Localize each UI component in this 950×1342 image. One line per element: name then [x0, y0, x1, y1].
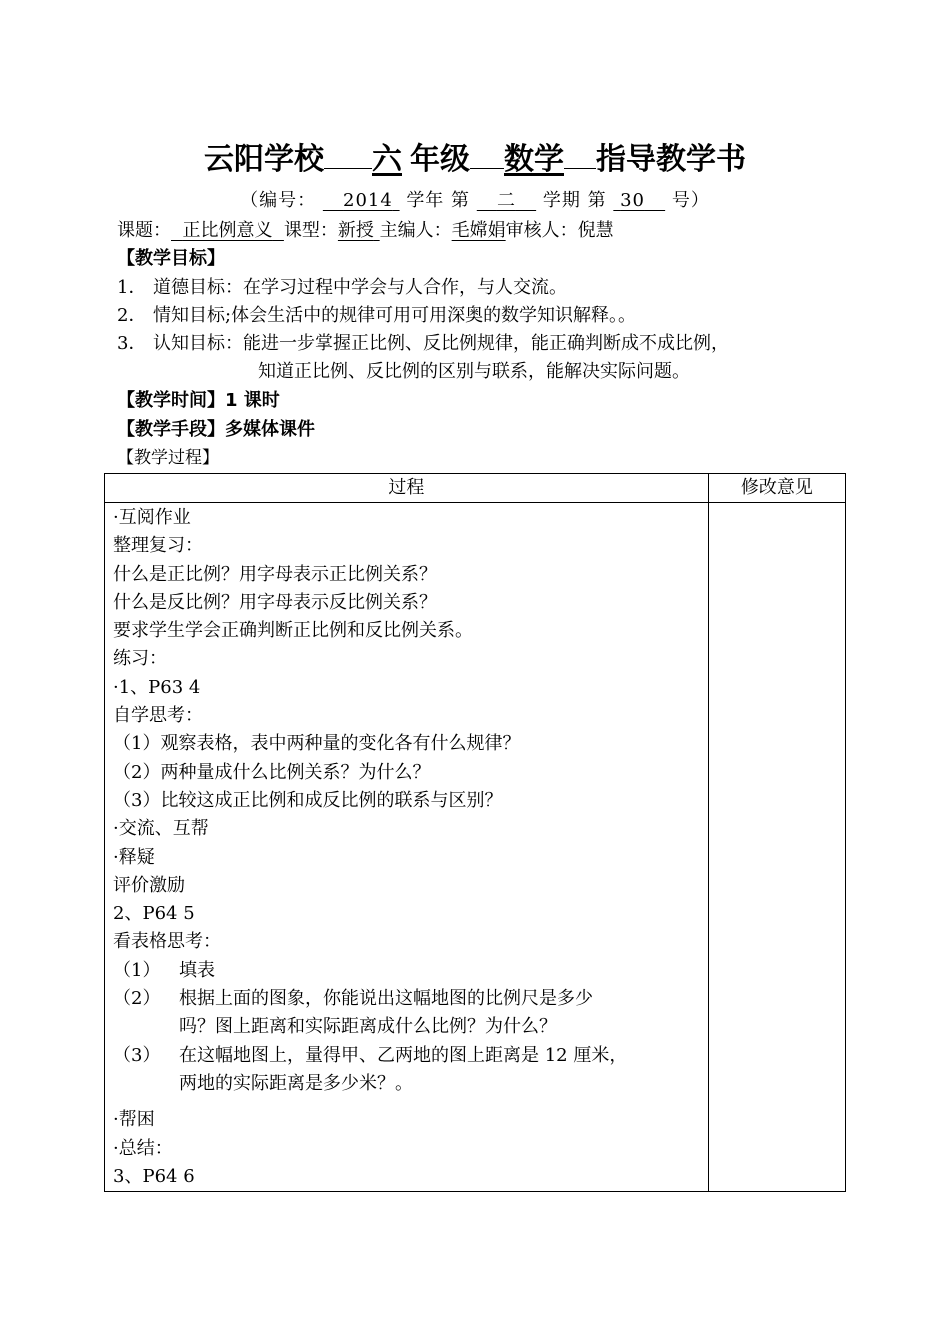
meta-open: （编号：: [240, 190, 317, 211]
school-name: 云阳学校: [204, 142, 324, 177]
editor-label: 主编人：: [379, 220, 452, 241]
process-line: 什么是正比例？用字母表示正比例关系？: [113, 563, 437, 585]
process-line: （1）观察表格，表中两种量的变化各有什么规律？: [113, 733, 521, 755]
meta-number: 30: [620, 190, 645, 211]
sub-item: （3） 在这幅地图上，量得甲、乙两地的图上距离是 12 厘米，: [113, 1044, 628, 1066]
reviewer-label: 审核人：: [505, 220, 578, 241]
goal-item: 2． 情知目标;体会生活中的规律可用可用深奥的数学知识解释。。: [117, 305, 637, 326]
revision-notes-cell: [708, 503, 845, 1192]
column-header-process: 过程: [105, 474, 709, 503]
process-line: ·总结：: [113, 1137, 173, 1159]
sub-item: （2） 根据上面的图象，你能说出这幅地图的比例尺是多少: [113, 988, 593, 1010]
spacer: [113, 1098, 700, 1106]
type-value: 新授: [337, 220, 374, 241]
process-line: ·释疑: [113, 846, 155, 868]
underline-blank: [470, 138, 504, 169]
process-line: 要求学生学会正确判断正比例和反比例关系。: [113, 620, 473, 642]
goal-item: 3． 认知目标：能进一步掌握正比例、反比例规律，能正确判断成不成比例，: [117, 333, 729, 354]
goal-item: 1． 道德目标：在学习过程中学会与人合作，与人交流。: [117, 277, 567, 298]
process-table: [104, 473, 846, 1192]
editor-value: 毛嫦娟: [451, 220, 506, 241]
sub-item-continuation: 两地的实际距离是多少米？。: [179, 1072, 413, 1094]
underline-blank: [324, 138, 372, 169]
topic-value: 正比例意义: [182, 220, 273, 241]
table-header-row: [105, 474, 846, 503]
meta-term-suffix: 学期 第: [542, 190, 607, 211]
grade-suffix: 年级: [410, 142, 470, 177]
process-line: （3）比较这成正比例和成反比例的联系与区别？: [113, 789, 503, 811]
lesson-info-line: [117, 217, 614, 245]
sub-item: （1） 填表: [113, 959, 215, 981]
process-line: 自学思考：: [113, 705, 203, 727]
underline-blank: [564, 138, 596, 169]
process-line: 整理复习：: [113, 535, 203, 557]
teaching-means: 【教学手段】多媒体课件: [117, 419, 315, 440]
process-line: ·交流、互帮: [113, 818, 209, 840]
teaching-time: 【教学时间】1 课时: [117, 390, 280, 411]
process-line: 评价激励: [113, 874, 185, 896]
document-title: [0, 138, 950, 182]
meta-year-suffix: 学年 第: [406, 190, 471, 211]
process-line: 练习：: [113, 648, 167, 670]
meta-term: 二: [496, 190, 516, 211]
process-line: ·互阅作业: [113, 507, 191, 528]
book-name: 指导教学书: [596, 142, 746, 177]
type-label: 课型：: [283, 220, 338, 241]
goal-item-continuation: 知道正比例、反比例的区别与联系，能解决实际问题。: [258, 361, 690, 382]
topic-label: 课题：: [117, 220, 171, 241]
reviewer-value: 倪慧: [577, 220, 614, 241]
goals-heading: 【教学目标】: [117, 248, 225, 269]
table-body-row: [105, 503, 846, 1192]
subject-value: 数学: [504, 142, 564, 177]
process-line: ·帮困: [113, 1109, 155, 1131]
process-line: 2、P64 5: [113, 903, 195, 925]
process-line: 看表格思考：: [113, 931, 221, 953]
document-meta: [0, 187, 950, 215]
process-heading: 【教学过程】: [117, 448, 219, 468]
process-line: 什么是反比例？用字母表示反比例关系？: [113, 591, 437, 613]
process-line: （2）两种量成什么比例关系？为什么？: [113, 761, 431, 783]
meta-close: 号）: [671, 190, 710, 211]
grade-value: 六: [372, 142, 402, 177]
process-content-cell: [105, 503, 709, 1192]
meta-year: 2014: [343, 190, 393, 211]
process-line: ·1、P63 4: [113, 676, 201, 698]
process-line: 3、P64 6: [113, 1165, 195, 1187]
sub-item-continuation: 吗？图上距离和实际距离成什么比例？为什么？: [179, 1016, 557, 1038]
column-header-revision: 修改意见: [708, 474, 845, 503]
